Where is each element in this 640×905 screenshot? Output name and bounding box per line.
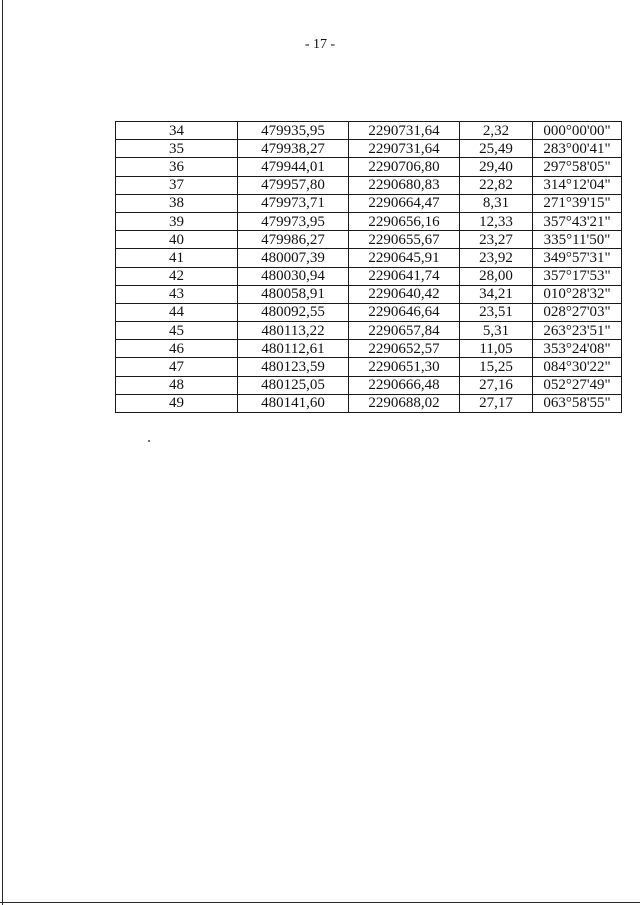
point-number-cell: 35 xyxy=(116,140,238,158)
point-number-cell: 36 xyxy=(116,158,238,176)
coordinates-table-body xyxy=(116,122,622,413)
point-number-cell: 42 xyxy=(116,267,238,285)
bearing-cell: 263°23'51" xyxy=(533,322,622,340)
point-number-cell: 48 xyxy=(116,376,238,394)
x-coordinate-cell: 480030,94 xyxy=(238,267,349,285)
y-coordinate-cell: 2290664,47 xyxy=(349,194,460,212)
scan-speck xyxy=(148,440,150,442)
table-row xyxy=(116,231,622,249)
distance-cell: 28,00 xyxy=(460,267,533,285)
bearing-cell: 353°24'08" xyxy=(533,340,622,358)
y-coordinate-cell: 2290645,91 xyxy=(349,249,460,267)
distance-cell: 25,49 xyxy=(460,140,533,158)
x-coordinate-cell: 479938,27 xyxy=(238,140,349,158)
x-coordinate-cell: 480058,91 xyxy=(238,285,349,303)
table-row xyxy=(116,249,622,267)
bearing-cell: 000°00'00" xyxy=(533,122,622,140)
x-coordinate-cell: 480141,60 xyxy=(238,394,349,412)
bearing-cell: 063°58'55" xyxy=(533,394,622,412)
point-number-cell: 49 xyxy=(116,394,238,412)
point-number-cell: 40 xyxy=(116,231,238,249)
distance-cell: 5,31 xyxy=(460,322,533,340)
x-coordinate-cell: 479957,80 xyxy=(238,176,349,194)
distance-cell: 15,25 xyxy=(460,358,533,376)
table-row xyxy=(116,212,622,230)
x-coordinate-cell: 480125,05 xyxy=(238,376,349,394)
table-row xyxy=(116,376,622,394)
table-row xyxy=(116,158,622,176)
point-number-cell: 37 xyxy=(116,176,238,194)
y-coordinate-cell: 2290706,80 xyxy=(349,158,460,176)
x-coordinate-cell: 479944,01 xyxy=(238,158,349,176)
bearing-cell: 349°57'31" xyxy=(533,249,622,267)
bearing-cell: 271°39'15" xyxy=(533,194,622,212)
point-number-cell: 38 xyxy=(116,194,238,212)
y-coordinate-cell: 2290652,57 xyxy=(349,340,460,358)
x-coordinate-cell: 480007,39 xyxy=(238,249,349,267)
point-number-cell: 45 xyxy=(116,322,238,340)
table-row xyxy=(116,194,622,212)
table-row xyxy=(116,358,622,376)
y-coordinate-cell: 2290651,30 xyxy=(349,358,460,376)
distance-cell: 27,17 xyxy=(460,394,533,412)
y-coordinate-cell: 2290688,02 xyxy=(349,394,460,412)
page-edge-left xyxy=(2,0,3,905)
point-number-cell: 44 xyxy=(116,303,238,321)
point-number-cell: 43 xyxy=(116,285,238,303)
x-coordinate-cell: 479973,95 xyxy=(238,212,349,230)
distance-cell: 23,92 xyxy=(460,249,533,267)
table-row xyxy=(116,303,622,321)
y-coordinate-cell: 2290731,64 xyxy=(349,122,460,140)
x-coordinate-cell: 480123,59 xyxy=(238,358,349,376)
y-coordinate-cell: 2290731,64 xyxy=(349,140,460,158)
y-coordinate-cell: 2290646,64 xyxy=(349,303,460,321)
x-coordinate-cell: 480113,22 xyxy=(238,322,349,340)
bearing-cell: 357°17'53" xyxy=(533,267,622,285)
distance-cell: 29,40 xyxy=(460,158,533,176)
x-coordinate-cell: 480092,55 xyxy=(238,303,349,321)
distance-cell: 11,05 xyxy=(460,340,533,358)
bearing-cell: 010°28'32" xyxy=(533,285,622,303)
table-row xyxy=(116,140,622,158)
coordinates-table xyxy=(115,121,622,413)
y-coordinate-cell: 2290641,74 xyxy=(349,267,460,285)
page-number: - 17 - xyxy=(304,37,336,52)
table-row xyxy=(116,322,622,340)
x-coordinate-cell: 479973,71 xyxy=(238,194,349,212)
distance-cell: 8,31 xyxy=(460,194,533,212)
y-coordinate-cell: 2290680,83 xyxy=(349,176,460,194)
table-row xyxy=(116,122,622,140)
distance-cell: 23,51 xyxy=(460,303,533,321)
y-coordinate-cell: 2290640,42 xyxy=(349,285,460,303)
bearing-cell: 314°12'04" xyxy=(533,176,622,194)
bearing-cell: 283°00'41" xyxy=(533,140,622,158)
table-row xyxy=(116,267,622,285)
point-number-cell: 46 xyxy=(116,340,238,358)
distance-cell: 34,21 xyxy=(460,285,533,303)
distance-cell: 27,16 xyxy=(460,376,533,394)
bearing-cell: 028°27'03" xyxy=(533,303,622,321)
point-number-cell: 39 xyxy=(116,212,238,230)
table-row xyxy=(116,285,622,303)
y-coordinate-cell: 2290657,84 xyxy=(349,322,460,340)
x-coordinate-cell: 479935,95 xyxy=(238,122,349,140)
page-edge-bottom xyxy=(0,902,640,903)
bearing-cell: 335°11'50" xyxy=(533,231,622,249)
distance-cell: 22,82 xyxy=(460,176,533,194)
point-number-cell: 47 xyxy=(116,358,238,376)
y-coordinate-cell: 2290666,48 xyxy=(349,376,460,394)
point-number-cell: 34 xyxy=(116,122,238,140)
bearing-cell: 297°58'05" xyxy=(533,158,622,176)
bearing-cell: 052°27'49" xyxy=(533,376,622,394)
y-coordinate-cell: 2290656,16 xyxy=(349,212,460,230)
point-number-cell: 41 xyxy=(116,249,238,267)
distance-cell: 23,27 xyxy=(460,231,533,249)
x-coordinate-cell: 480112,61 xyxy=(238,340,349,358)
table-row xyxy=(116,394,622,412)
bearing-cell: 084°30'22" xyxy=(533,358,622,376)
distance-cell: 12,33 xyxy=(460,212,533,230)
table-row xyxy=(116,176,622,194)
distance-cell: 2,32 xyxy=(460,122,533,140)
table-row xyxy=(116,340,622,358)
y-coordinate-cell: 2290655,67 xyxy=(349,231,460,249)
bearing-cell: 357°43'21" xyxy=(533,212,622,230)
x-coordinate-cell: 479986,27 xyxy=(238,231,349,249)
